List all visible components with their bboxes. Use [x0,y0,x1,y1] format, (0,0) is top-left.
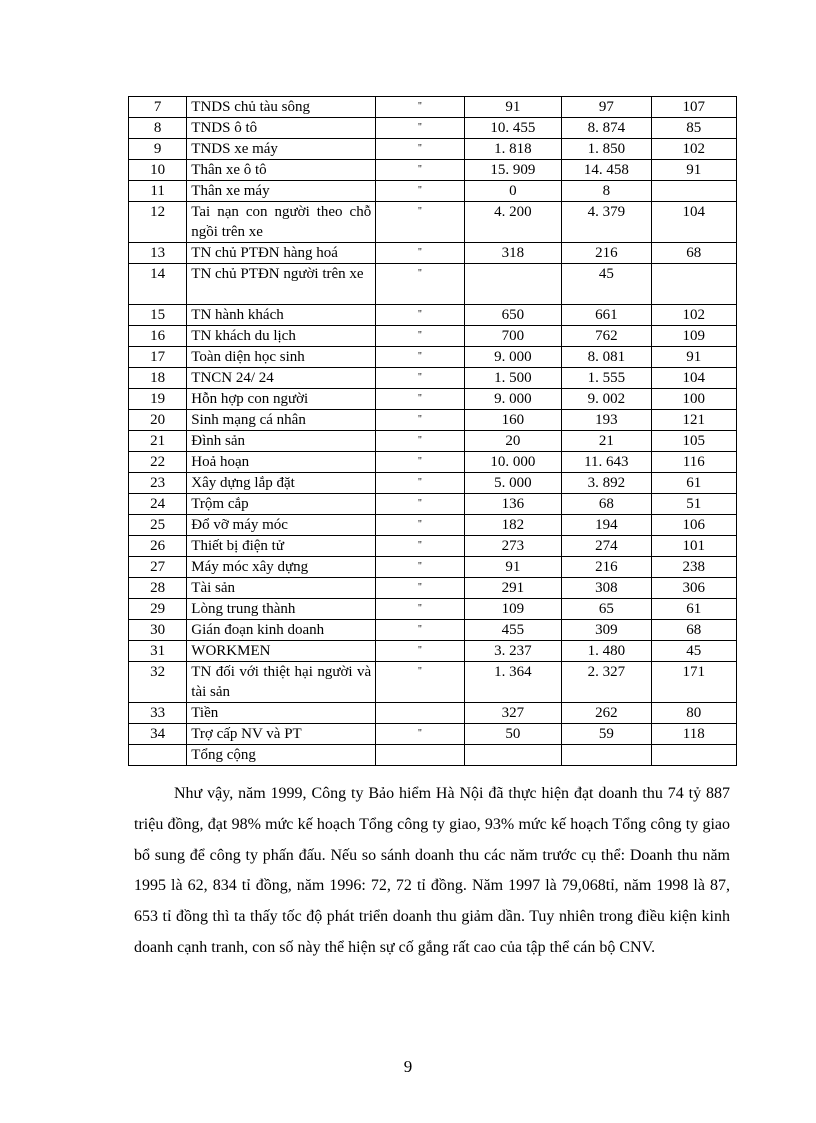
insurance-type-cell: Đổ vỡ máy móc [187,515,376,536]
row-number-cell [129,745,187,766]
row-number-cell: 19 [129,389,187,410]
value-plan-cell [464,264,561,305]
value-plan-cell: 109 [464,599,561,620]
value-actual-cell: 8. 874 [562,118,651,139]
table-row [129,473,737,494]
unit-cell: " [376,473,464,494]
value-actual-cell: 45 [562,264,651,305]
row-number-cell: 33 [129,703,187,724]
value-plan-cell: 20 [464,431,561,452]
value-plan-cell: 1. 818 [464,139,561,160]
row-number-cell: 20 [129,410,187,431]
table-row [129,578,737,599]
unit-cell: " [376,368,464,389]
unit-cell: " [376,264,464,305]
value-plan-cell: 1. 364 [464,662,561,703]
table-row [129,305,737,326]
unit-cell: " [376,494,464,515]
unit-cell: " [376,139,464,160]
value-actual-cell: 8 [562,181,651,202]
value-plan-cell: 91 [464,557,561,578]
table-row [129,703,737,724]
unit-cell: " [376,431,464,452]
insurance-type-cell: Máy móc xây dựng [187,557,376,578]
row-number-cell: 10 [129,160,187,181]
row-number-cell: 9 [129,139,187,160]
value-percent-cell: 238 [651,557,736,578]
value-percent-cell: 68 [651,243,736,264]
table-row [129,662,737,703]
value-plan-cell: 455 [464,620,561,641]
unit-cell [376,703,464,724]
value-percent-cell: 51 [651,494,736,515]
unit-cell [376,745,464,766]
table-row [129,431,737,452]
row-number-cell: 14 [129,264,187,305]
insurance-type-cell: WORKMEN [187,641,376,662]
unit-cell: " [376,578,464,599]
value-percent-cell: 116 [651,452,736,473]
insurance-type-cell: Đình sản [187,431,376,452]
unit-cell: " [376,389,464,410]
value-plan-cell: 4. 200 [464,202,561,243]
table-row [129,452,737,473]
value-plan-cell: 273 [464,536,561,557]
row-number-cell: 24 [129,494,187,515]
value-actual-cell: 661 [562,305,651,326]
value-percent-cell: 91 [651,160,736,181]
unit-cell: " [376,641,464,662]
row-number-cell: 17 [129,347,187,368]
row-number-cell: 25 [129,515,187,536]
table-row [129,243,737,264]
value-percent-cell: 109 [651,326,736,347]
value-actual-cell: 308 [562,578,651,599]
insurance-type-cell: TN chủ PTĐN người trên xe [187,264,376,305]
value-actual-cell: 2. 327 [562,662,651,703]
page-number: 9 [403,1057,413,1076]
value-actual-cell: 9. 002 [562,389,651,410]
table-row [129,118,737,139]
unit-cell: " [376,118,464,139]
insurance-type-cell: TN chủ PTĐN hàng hoá [187,243,376,264]
insurance-type-cell: Hỗn hợp con người [187,389,376,410]
unit-cell: " [376,181,464,202]
table-row [129,724,737,745]
value-percent-cell: 118 [651,724,736,745]
unit-cell: " [376,515,464,536]
insurance-type-cell: Trợ cấp NV và PT [187,724,376,745]
insurance-type-cell: Tai nạn con người theo chỗ ngồi trên xe [187,202,376,243]
table-row [129,389,737,410]
value-percent-cell [651,181,736,202]
row-number-cell: 26 [129,536,187,557]
value-actual-cell: 21 [562,431,651,452]
table-row [129,368,737,389]
value-actual-cell: 1. 850 [562,139,651,160]
insurance-type-cell: Sinh mạng cá nhân [187,410,376,431]
row-number-cell: 16 [129,326,187,347]
value-percent-cell: 85 [651,118,736,139]
value-percent-cell: 100 [651,389,736,410]
insurance-type-cell: TN khách du lịch [187,326,376,347]
value-actual-cell: 14. 458 [562,160,651,181]
table-row [129,181,737,202]
row-number-cell: 18 [129,368,187,389]
value-actual-cell: 59 [562,724,651,745]
insurance-type-cell: TNDS xe máy [187,139,376,160]
row-number-cell: 30 [129,620,187,641]
unit-cell: " [376,536,464,557]
table-row [129,494,737,515]
value-percent-cell: 102 [651,305,736,326]
row-number-cell: 29 [129,599,187,620]
insurance-type-cell: Gián đoạn kinh doanh [187,620,376,641]
value-actual-cell: 1. 555 [562,368,651,389]
row-number-cell: 12 [129,202,187,243]
value-plan-cell: 291 [464,578,561,599]
table-row [129,536,737,557]
value-plan-cell: 700 [464,326,561,347]
value-percent-cell [651,264,736,305]
value-actual-cell: 274 [562,536,651,557]
value-actual-cell: 97 [562,97,651,118]
row-number-cell: 11 [129,181,187,202]
insurance-type-cell: Trộm cắp [187,494,376,515]
table-row [129,347,737,368]
value-actual-cell: 11. 643 [562,452,651,473]
unit-cell: " [376,620,464,641]
value-actual-cell: 194 [562,515,651,536]
value-plan-cell: 136 [464,494,561,515]
value-percent-cell: 107 [651,97,736,118]
value-actual-cell: 262 [562,703,651,724]
value-percent-cell: 306 [651,578,736,599]
value-actual-cell: 216 [562,243,651,264]
row-number-cell: 28 [129,578,187,599]
unit-cell: " [376,724,464,745]
summary-paragraph: Như vậy, năm 1999, Công ty Bảo hiểm Hà Nội đã thực hiện đạt doanh thu 74 tỷ 887 triệu đồng, đạt 98% mức kế hoạch Tổng công ty giao, 93% mức kế hoạch Tổng công ty giao bổ sung để công ty phấn đấu. Nếu so sánh doanh thu các năm trước cụ thể: Doanh thu năm 1995 là 62, 834 tỉ đồng, năm 1996: 72, 72 tỉ đồng. Năm 1997 là 79,068tỉ, năm 1998 là 87, 653 tỉ đồng thì ta thấy tốc độ phát triển doanh thu giảm dần. Tuy nhiên trong điều kiện kinh doanh cạnh tranh, con số này thể hiện sự cố gắng rất cao của tập thể cán bộ CNV. [134,785,730,956]
unit-cell: " [376,662,464,703]
value-plan-cell: 9. 000 [464,389,561,410]
value-plan-cell: 327 [464,703,561,724]
table-row [129,139,737,160]
unit-cell: " [376,160,464,181]
value-plan-cell: 160 [464,410,561,431]
value-actual-cell: 4. 379 [562,202,651,243]
value-percent-cell: 61 [651,473,736,494]
insurance-type-cell: Hoả hoạn [187,452,376,473]
value-percent-cell: 171 [651,662,736,703]
value-percent-cell: 61 [651,599,736,620]
row-number-cell: 15 [129,305,187,326]
row-number-cell: 27 [129,557,187,578]
value-percent-cell: 121 [651,410,736,431]
unit-cell: " [376,599,464,620]
insurance-type-cell: Thân xe máy [187,181,376,202]
row-number-cell: 31 [129,641,187,662]
table-row [129,641,737,662]
table-row [129,97,737,118]
value-plan-cell: 318 [464,243,561,264]
value-percent-cell: 104 [651,202,736,243]
value-actual-cell: 1. 480 [562,641,651,662]
insurance-type-cell: Tổng cộng [187,745,376,766]
unit-cell: " [376,305,464,326]
row-number-cell: 34 [129,724,187,745]
insurance-type-cell: TN hành khách [187,305,376,326]
table-body [129,97,737,766]
row-number-cell: 8 [129,118,187,139]
value-plan-cell: 650 [464,305,561,326]
insurance-type-cell: Lòng trung thành [187,599,376,620]
value-plan-cell: 3. 237 [464,641,561,662]
value-plan-cell: 0 [464,181,561,202]
value-percent-cell: 68 [651,620,736,641]
value-plan-cell: 10. 455 [464,118,561,139]
insurance-type-cell: TN đối với thiệt hại người và tài sản [187,662,376,703]
value-plan-cell: 15. 909 [464,160,561,181]
value-plan-cell [464,745,561,766]
value-actual-cell [562,745,651,766]
row-number-cell: 13 [129,243,187,264]
row-number-cell: 32 [129,662,187,703]
table-row [129,264,737,305]
unit-cell: " [376,97,464,118]
value-percent-cell: 80 [651,703,736,724]
unit-cell: " [376,557,464,578]
row-number-cell: 7 [129,97,187,118]
value-actual-cell: 193 [562,410,651,431]
value-actual-cell: 216 [562,557,651,578]
table-row [129,326,737,347]
value-actual-cell: 762 [562,326,651,347]
value-plan-cell: 91 [464,97,561,118]
value-percent-cell [651,745,736,766]
row-number-cell: 23 [129,473,187,494]
unit-cell: " [376,347,464,368]
table-row [129,620,737,641]
value-actual-cell: 65 [562,599,651,620]
value-actual-cell: 309 [562,620,651,641]
value-plan-cell: 50 [464,724,561,745]
value-actual-cell: 3. 892 [562,473,651,494]
value-actual-cell: 8. 081 [562,347,651,368]
value-plan-cell: 10. 000 [464,452,561,473]
table-row [129,745,737,766]
value-percent-cell: 105 [651,431,736,452]
table-row [129,410,737,431]
table-row [129,160,737,181]
table-row [129,202,737,243]
table-row [129,557,737,578]
value-percent-cell: 45 [651,641,736,662]
unit-cell: " [376,410,464,431]
value-plan-cell: 182 [464,515,561,536]
value-percent-cell: 102 [651,139,736,160]
table-row [129,515,737,536]
insurance-type-cell: TNCN 24/ 24 [187,368,376,389]
unit-cell: " [376,202,464,243]
insurance-type-cell: Tiền [187,703,376,724]
insurance-type-cell: TNDS ô tô [187,118,376,139]
value-actual-cell: 68 [562,494,651,515]
unit-cell: " [376,243,464,264]
table-row [129,599,737,620]
insurance-type-cell: Thân xe ô tô [187,160,376,181]
value-plan-cell: 5. 000 [464,473,561,494]
insurance-revenue-table [128,96,737,766]
insurance-type-cell: TNDS chủ tàu sông [187,97,376,118]
insurance-type-cell: Tài sản [187,578,376,599]
insurance-type-cell: Toàn diện học sinh [187,347,376,368]
value-plan-cell: 1. 500 [464,368,561,389]
insurance-type-cell: Xây dựng lắp đặt [187,473,376,494]
value-percent-cell: 91 [651,347,736,368]
row-number-cell: 22 [129,452,187,473]
insurance-type-cell: Thiết bị điện tử [187,536,376,557]
row-number-cell: 21 [129,431,187,452]
value-percent-cell: 101 [651,536,736,557]
unit-cell: " [376,452,464,473]
unit-cell: " [376,326,464,347]
value-percent-cell: 106 [651,515,736,536]
value-percent-cell: 104 [651,368,736,389]
value-plan-cell: 9. 000 [464,347,561,368]
